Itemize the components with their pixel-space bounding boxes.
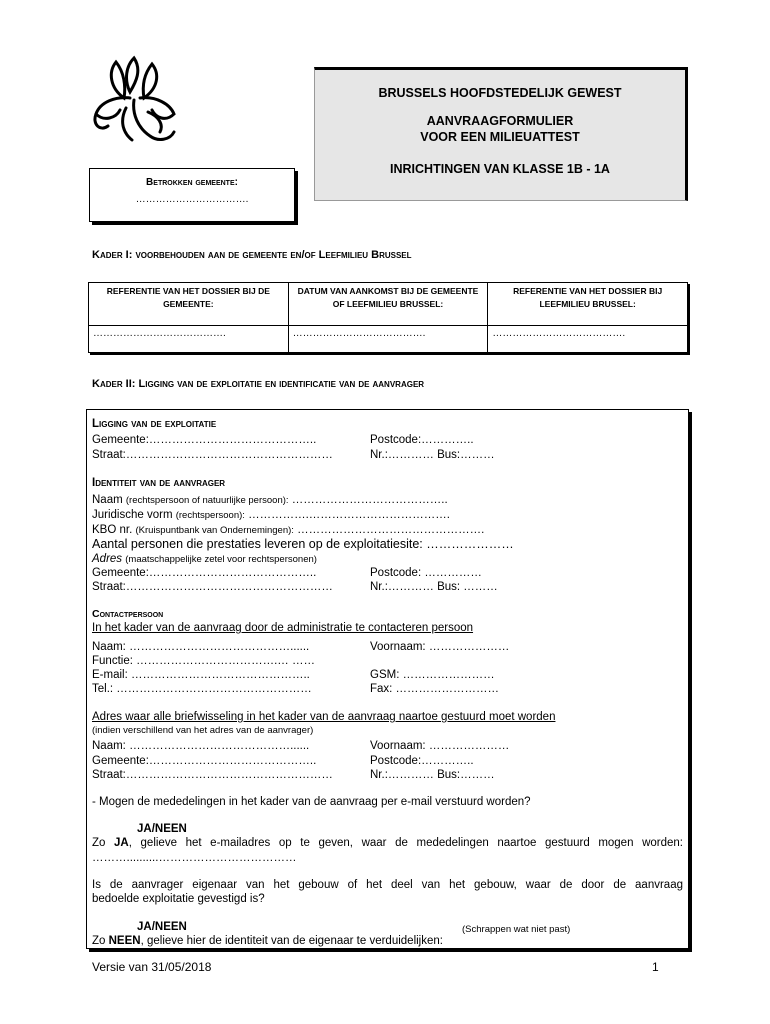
vorm-label: Juridische vorm (92, 509, 173, 521)
ligging-gemeente-field[interactable]: Gemeente:…………………………………….. (92, 434, 317, 446)
contact-fax-field[interactable]: Fax: ……………………… (370, 683, 500, 695)
contact-gsm-field[interactable]: GSM: …………………… (370, 669, 495, 681)
region-title: BRUSSELS HOOFDSTEDELIJK GEWEST (378, 86, 622, 100)
owner-question-line-1: Is de aanvrager eigenaar van het gebouw of het deel van het gebouw, waar de door de aanvraag (92, 879, 683, 891)
kader1-col-ref-gemeente: REFERENTIE VAN HET DOSSIER BIJ DE GEMEENTE: (89, 283, 289, 326)
kader1-field-datum[interactable]: …………………………………. (288, 326, 488, 353)
identiteit-gemeente-field[interactable]: Gemeente:…………………………………….. (92, 567, 317, 579)
vorm-dots: …………….………………………………. (248, 509, 450, 521)
naam-label: Naam (92, 494, 123, 506)
gemeente-box (89, 168, 295, 222)
kader1-title: Kader I: voorbehouden aan de gemeente en/of Leefmilieu Brussel (92, 249, 412, 261)
identiteit-heading: Identiteit van de aanvrager (92, 477, 226, 489)
neen-prefix: Zo (92, 935, 109, 947)
email-address-field[interactable]: ………..........……………………………… (92, 852, 297, 864)
gemeente-box-dots[interactable]: ……………………………. (135, 194, 249, 205)
neen-text: , gelieve hier de identiteit van de eigenaar te verduidelijken: (140, 935, 443, 947)
owner-question-line-2: bedoelde exploitatie gevestigd is? (92, 893, 265, 905)
identiteit-adres-label (92, 553, 317, 566)
briefwisseling-straat-field[interactable]: Straat:……………………………………………… (92, 769, 333, 781)
vorm-note: (rechtspersoon): (175, 510, 245, 521)
kader2-box (86, 409, 689, 949)
footer-page-number: 1 (652, 960, 659, 974)
adres-label: Adres (92, 553, 123, 565)
ja-text: , gelieve het e-mailadres op te geven, waar de mededelingen naartoe gestuurd mogen worden: (128, 837, 683, 849)
kader1-table (88, 282, 688, 353)
header-box (314, 67, 688, 201)
schrappen-note: (Schrappen wat niet past) (462, 924, 571, 935)
kader1-field-ref-gemeente[interactable]: …………………………………. (89, 326, 289, 353)
identiteit-vorm-field[interactable] (92, 509, 450, 522)
ligging-heading: Ligging van de exploitatie (92, 418, 217, 430)
contact-heading: Contactpersoon (92, 608, 164, 620)
ligging-straat-field[interactable]: Straat:……………………………………………… (92, 449, 333, 461)
ligging-nr-bus-field[interactable]: Nr.:………… Bus:……… (370, 449, 495, 461)
contact-subheading: In het kader van de aanvraag door de administratie te contacteren persoon (92, 622, 474, 634)
contact-email-field[interactable]: E-mail: ……………………………………….. (92, 669, 310, 681)
neen-word: NEEN (108, 935, 141, 947)
form-title-line-2: VOOR EEN MILIEUATTEST (420, 130, 580, 144)
identiteit-nr-bus-field[interactable]: Nr.:………… Bus: ……… (370, 581, 498, 593)
ligging-postcode-field[interactable]: Postcode:………….. (370, 434, 474, 446)
identiteit-straat-field[interactable]: Straat:……………………………………………… (92, 581, 333, 593)
briefwisseling-voornaam-field[interactable]: Voornaam: ………………… (370, 740, 510, 752)
email-ja-instruction (92, 837, 683, 850)
kader1-col-datum: DATUM VAN AANKOMST BIJ DE GEMEENTE OF LEEFMILIEU BRUSSEL: (288, 283, 488, 326)
identiteit-kbo-field[interactable] (92, 524, 484, 537)
form-title-line-1: AANVRAAGFORMULIER (426, 114, 574, 128)
owner-neen-instruction (92, 935, 443, 948)
briefwisseling-note: (indien verschillend van het adres van de aanvrager) (92, 725, 314, 736)
owner-ja-neen-choice[interactable]: JA/NEEN (137, 921, 187, 933)
identiteit-postcode-field[interactable]: Postcode: …………… (370, 567, 482, 579)
kader1-field-ref-leefmilieu[interactable]: …………………………………. (488, 326, 688, 353)
identiteit-personen-field[interactable]: Aantal personen die prestaties leveren op de exploitatiesite: ………………… (92, 537, 514, 551)
email-ja-neen-choice[interactable]: JA/NEEN (137, 823, 187, 835)
naam-dots: ………………………………….. (291, 494, 448, 506)
kader1-col-ref-leefmilieu: REFERENTIE VAN HET DOSSIER BIJ LEEFMILIEU BRUSSEL: (488, 283, 688, 326)
kbo-dots: …………………………………………. (297, 524, 485, 536)
kader2-title: Kader II: Ligging van de exploitatie en identificatie van de aanvrager (92, 378, 425, 390)
class-title: INRICHTINGEN VAN KLASSE 1B - 1A (390, 162, 610, 176)
ja-word: JA (114, 837, 129, 849)
naam-note: (rechtspersoon of natuurlijke persoon): (125, 495, 289, 506)
adres-note: (maatschappelijke zetel voor rechtspersonen) (125, 554, 317, 565)
contact-tel-field[interactable]: Tel.: …………………………………………… (92, 683, 312, 695)
briefwisseling-gemeente-field[interactable]: Gemeente:…………………………………….. (92, 755, 317, 767)
contact-functie-field[interactable]: Functie: ……………………………….… …… (92, 655, 315, 667)
contact-voornaam-field[interactable]: Voornaam: ………………… (370, 641, 510, 653)
footer-version: Versie van 31/05/2018 (92, 960, 212, 974)
identiteit-naam-field[interactable] (92, 494, 448, 507)
briefwisseling-naam-field[interactable]: Naam: ……………………………………...... (92, 740, 310, 752)
gemeente-box-label: Betrokken gemeente: (146, 177, 238, 188)
briefwisseling-heading: Adres waar alle briefwisseling in het kader van de aanvraag naartoe gestuurd moet worden (92, 711, 556, 723)
briefwisseling-postcode-field[interactable]: Postcode:………….. (370, 755, 474, 767)
kbo-note: (Kruispuntbank van Ondernemingen): (135, 525, 294, 536)
briefwisseling-nr-bus-field[interactable]: Nr.:………… Bus:……… (370, 769, 495, 781)
kbo-label: KBO nr. (92, 524, 133, 536)
email-question: - Mogen de mededelingen in het kader van de aanvraag per e-mail verstuurd worden? (92, 796, 531, 808)
contact-naam-field[interactable]: Naam: ……………………………………...... (92, 641, 310, 653)
ja-prefix: Zo (92, 837, 115, 849)
iris-logo-icon (86, 52, 186, 148)
